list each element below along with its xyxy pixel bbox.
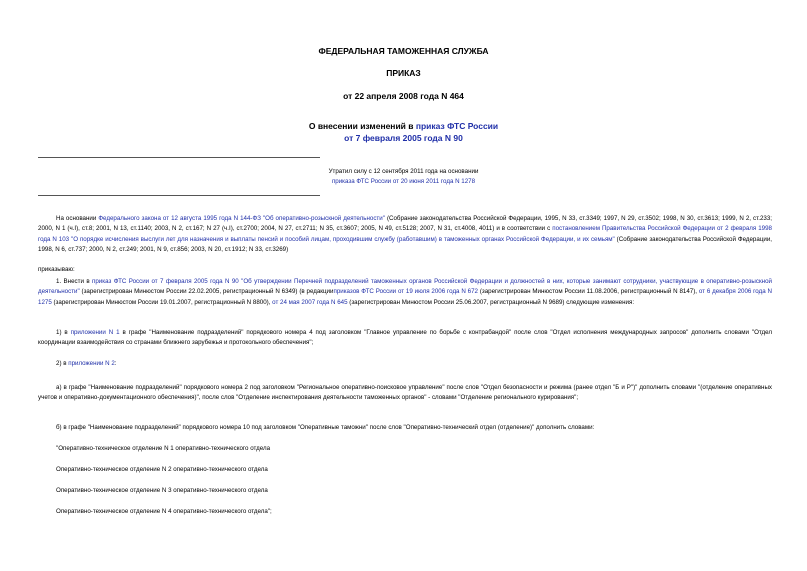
subject-line2-link[interactable]: от 7 февраля 2005 года N 90 — [344, 133, 463, 143]
order-90-link[interactable]: приказ ФТС России от 7 февраля 2005 года N 90 "Об утверждении Перечней подразделений таможенных органов Российской Федерации и должностей в них, которые занимают сотрудники, участвующие в оперативно-розыскной деятельности" — [38, 278, 772, 296]
list-item: Оперативно-техническое отделение N 3 оперативно-технического отдела — [56, 487, 268, 494]
appendix-1-link[interactable]: приложении N 1 — [70, 329, 120, 336]
divider-bottom — [38, 195, 320, 196]
appendix-2-link[interactable]: приложении N 2 — [68, 360, 115, 367]
order-word: приказываю: — [38, 266, 75, 273]
order-1275-link[interactable]: от 6 декабря 2006 года N 1275 — [38, 288, 772, 306]
preamble-paragraph: На основании Федерального закона от 12 августа 1995 года N 144-ФЗ "Об оперативно-розыскной деятельности" (Собрание законодательства Российской Федерации, 1995, N 33, ст.3349; 1997, N 29, ст.3502; 1998, N 30, ст.3613; 1999, N 2, ст.233; 2000, N 1 (ч.I), ст.8; 2001, N 13, ст.1140; 2003, N 2, ст.167; N 27 (ч.I), ст.2700; 2004, N 27, ст.2711; N 35, ст.3607; 2005, N 49, ст.5128; 2007, N 31, ст.4008, 4011) и в соответствии с постановлением Правительства Российской Федерации от 2 февраля 1998 года N 103 "О порядке исчисления выслуги лет для назначения и выплаты пенсий и пособий лицам, проходившим службу (работавшим) в таможенных органах Российской Федерации, и их семьям" (Собрание законодательства Российской Федерации, 1998, N 6, ст.737; 2000, N 2, ст.249; 2001, N 9, ст.856; 2003, N 20, ст.1912; N 33, ст.3269) — [38, 215, 772, 254]
list-item: Оперативно-техническое отделение N 2 оперативно-технического отдела — [56, 466, 268, 473]
status-note — [0, 167, 807, 188]
document-subject — [0, 121, 807, 131]
sub-item-1: 1) в приложении N 1 в графе "Наименование подразделений" порядкового номера 4 под заголовком "Главное управление по борьбе с контрабандой" после слов "Отдел исполнения международных запросов" дополнить словами "Отдел координации взаимодействия со странами ближнего зарубежья и протокольного обеспечения"; — [38, 329, 773, 347]
sub-item-2b: б) в графе "Наименование подразделений" порядкового номера 10 под заголовком "Оперативные таможни" после слов "Оперативно-технический отдел (отделение)" дополнить словами: — [56, 424, 595, 431]
resolution-103-link[interactable]: постановлением Правительства Российской Федерации от 2 февраля 1998 года N 103 "О порядке исчисления выслуги лет для назначения и выплаты пенсий и пособий лицам, проходившим службу (работавшим) в таможенных органах Российской Федерации, и их семьям" — [38, 225, 772, 243]
list-item: "Оперативно-техническое отделение N 1 оперативно-технического отдела — [56, 445, 271, 452]
document-date-number: от 22 апреля 2008 года N 464 — [343, 91, 464, 101]
divider-top — [38, 157, 320, 158]
sub-item-2a: а) в графе "Наименование подразделений" порядкового номера 2 под заголовком "Региональное оперативно-поисковое управление" после слов "Отдел безопасности и режима (ранее отдел "Б и Р")" дополнить словами "(отделение оперативных учетов и оперативно-документационного обеспечения)", после слов "Отделение инспектирования деятельности таможенных органов" - словами "Отделение регионального курирования"; — [38, 384, 772, 402]
order-645-link[interactable]: от 24 мая 2007 года N 645 — [272, 298, 348, 306]
subject-prefix: О внесении изменений в — [308, 121, 416, 131]
status-link[interactable]: приказа ФТС России от 20 июня 2011 года N 1278 — [331, 178, 476, 186]
status-text: Утратил силу с 12 сентября 2011 года на основании — [328, 168, 479, 175]
subject-link[interactable]: приказ ФТС России — [415, 121, 499, 131]
item-1-paragraph: 1. Внести в приказ ФТС России от 7 февраля 2005 года N 90 "Об утверждении Перечней подразделений таможенных органов Российской Федерации и должностей в них, которые занимают сотрудники, участвующие в оперативно-розыскной деятельности" (зарегистрирован Минюстом России 22.02.2005, регистрационный N 6349) (в редакцииприказов ФТС России от 19 июля 2006 года N 672 (зарегистрирован Минюстом России 11.08.2006, регистрационный N 8147), от 6 декабря 2006 года N 1275 (зарегистрирован Минюстом России 19.01.2007, регистрационный N 8800), от 24 мая 2007 года N 645 (зарегистрирован Минюстом России 25.06.2007, регистрационный N 9689) следующие изменения: — [38, 278, 772, 306]
law-144-link[interactable]: Федерального закона от 12 августа 1995 года N 144-ФЗ "Об оперативно-розыскной деятельности" — [98, 215, 385, 222]
service-name: ФЕДЕРАЛЬНАЯ ТАМОЖЕННАЯ СЛУЖБА — [318, 46, 489, 56]
document-type: ПРИКАЗ — [386, 68, 421, 78]
order-672-link[interactable]: приказов ФТС России от 19 июля 2006 года N 672 — [333, 288, 478, 296]
sub-item-2: 2) в приложении N 2: — [56, 360, 117, 367]
list-item: Оперативно-техническое отделение N 4 оперативно-технического отдела"; — [56, 508, 272, 515]
